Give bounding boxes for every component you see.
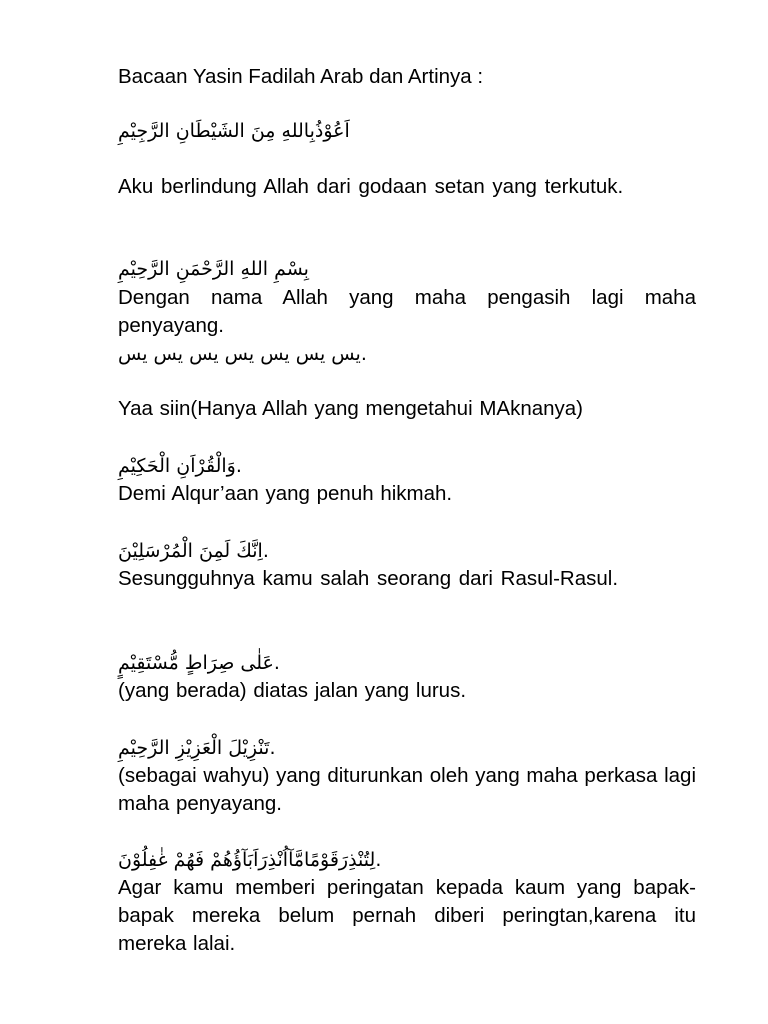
arabic-text: لِتُنْذِرَقَوْمًامَّآاُنْذِرَاَبَآؤُهُمْ فَهُمْ غٰفِلُوْنَ xyxy=(118,849,376,871)
translation-verse-2: Demi Alqur’aan yang penuh hikmah. xyxy=(118,482,453,505)
translation-verse-3: Sesungguhnya kamu salah seorang dari Rasul-Rasul. xyxy=(118,567,619,590)
translation-taawudz: Aku berlindung Allah dari godaan setan yang terkutuk. xyxy=(118,175,624,198)
arabic-verse-6 xyxy=(118,845,696,875)
translation-verse-5: (sebagai wahyu) yang diturunkan oleh yang maha perkasa lagi maha penyayang. xyxy=(118,764,696,815)
arabic-basmalah xyxy=(118,254,696,284)
arabic-text: اِنَّكَ لَمِنَ الْمُرْسَلِيْنَ xyxy=(118,540,263,562)
arabic-verse-1 xyxy=(118,339,696,369)
arabic-text: تَنْزِيْلَ الْعَزِيْزِ الرَّحِيْمِ xyxy=(118,737,270,759)
translation-verse-1: Yaa siin(Hanya Allah yang mengetahui MAknanya) xyxy=(118,397,583,420)
translation-verse-6: Agar kamu memberi peringatan kepada kaum yang bapak-bapak mereka belum pernah diberi peringtan,karena itu mereka lalai. xyxy=(118,876,696,955)
arabic-text: عَلٰى صِرَاطٍ مُّسْتَقِيْمٍ xyxy=(118,652,274,674)
arabic-verse-dot: . xyxy=(235,455,242,477)
arabic-verse-dot: . xyxy=(273,652,280,674)
translation-basmalah: Dengan nama Allah yang maha pengasih lagi maha penyayang. xyxy=(118,286,696,337)
translation-verse-4: (yang berada) diatas jalan yang lurus. xyxy=(118,679,467,702)
arabic-verse-dot: . xyxy=(269,737,276,759)
arabic-verse-dot: . xyxy=(262,540,269,562)
arabic-verse-2 xyxy=(118,451,696,481)
document-title: Bacaan Yasin Fadilah Arab dan Artinya : xyxy=(118,65,484,88)
arabic-taawudz xyxy=(118,116,696,146)
arabic-text: وَالْقُرْاَنِ الْحَكِيْمِ xyxy=(118,455,236,477)
arabic-verse-4 xyxy=(118,648,696,678)
arabic-text: يس يس يس يس يس يس يس xyxy=(118,343,361,365)
arabic-verse-dot: . xyxy=(375,849,382,871)
arabic-verse-dot: . xyxy=(360,343,367,365)
arabic-text: بِسْمِ اللهِ الرَّحْمَنِ الرَّحِيْمِ xyxy=(118,258,309,280)
arabic-verse-3 xyxy=(118,536,696,566)
arabic-verse-5 xyxy=(118,733,696,763)
arabic-text: اَعُوْذُبِاللهِ مِنَ الشَيْطَانِ الرَّجِيْمِ xyxy=(118,120,350,142)
